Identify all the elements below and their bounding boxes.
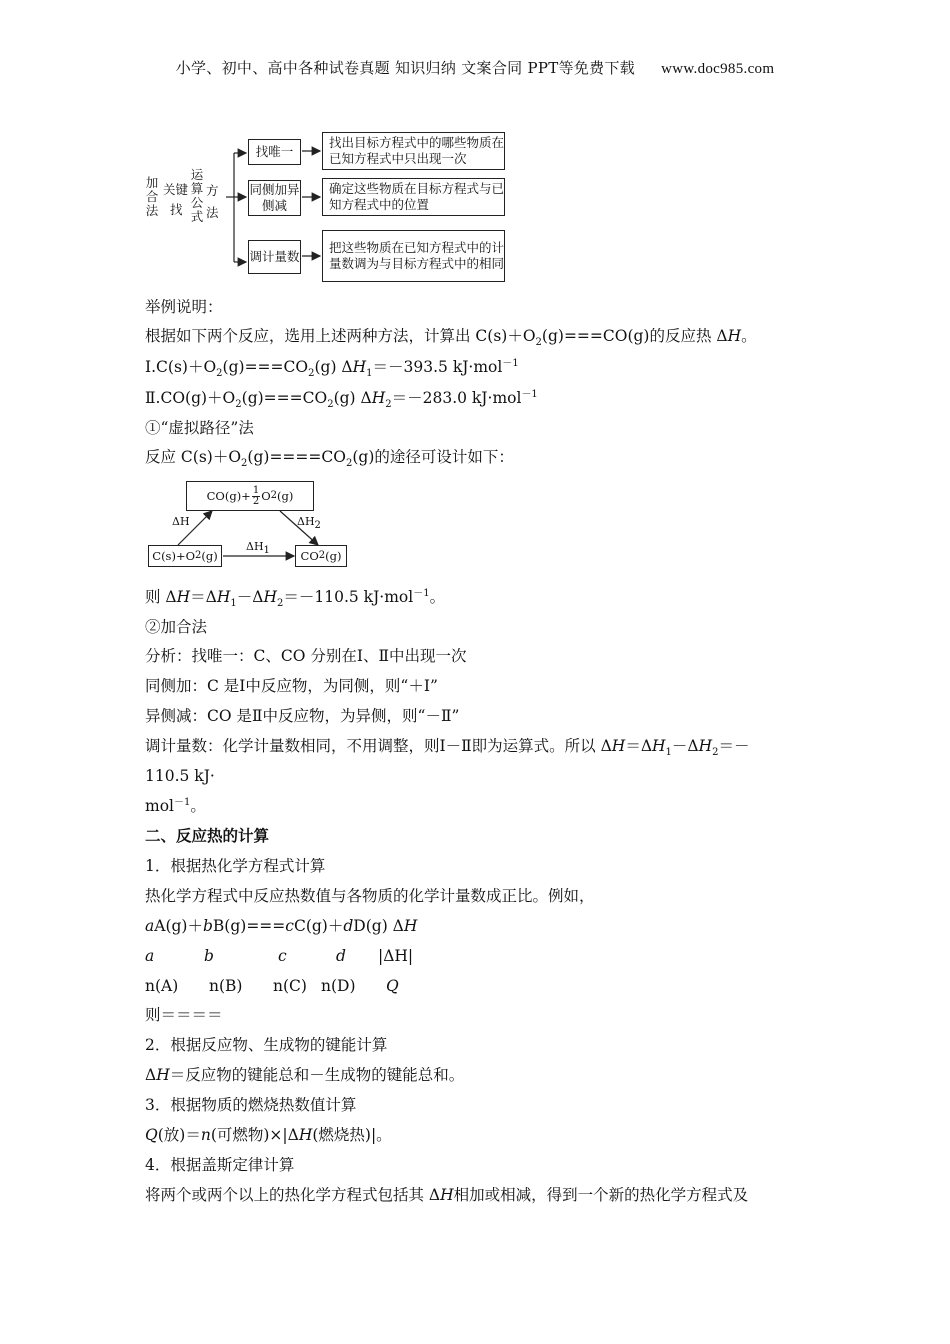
mole-d: n(D) [321, 977, 356, 995]
method-2-title: ②加合法 [145, 618, 208, 636]
flow-key-label: 关键 [163, 182, 189, 197]
flow-method-word: 方 法 [206, 183, 221, 220]
path-label-dh: ΔH [172, 515, 190, 528]
step-desc-find-unique: 找出目标方程式中的哪些物质在已知方程式中只出现一次 [322, 132, 505, 170]
reaction-2: $Ⅱ.CO(g)+O_2(g)===CO_2(g)$ $\Delta H_2=-283.0$ kJ·mol$^{-1}$ [145, 388, 538, 411]
path-diagram-arrows [0, 0, 950, 600]
ratio-line: 则＝＝＝＝ [145, 1006, 223, 1024]
section-2-3-title: 3．根据物质的燃烧热数值计算 [145, 1096, 357, 1114]
section-2-4-desc: 将两个或两个以上的热化学方程式包括其 ΔH相加或相减，得到一个新的热化学方程式及 [145, 1186, 749, 1204]
step-box-same-add: 同侧加异侧减 [248, 180, 301, 216]
method-1-desc: 反应 $C(s)+O_2(g)====CO_2(g)$的途径可设计如下： [145, 448, 514, 470]
section-2-3-desc: Q(放)＝n(可燃物)×|ΔH(燃烧热)|。 [145, 1126, 392, 1144]
header-text: 小学、初中、高中各种试卷真题 知识归纳 文案合同 PPT等免费下载 [175, 59, 636, 77]
section-2-4-title: 4．根据盖斯定律计算 [145, 1156, 295, 1174]
method-2-line-3: 异侧减：CO 是Ⅱ中反应物，为异侧，则“－Ⅱ” [145, 707, 460, 725]
flow-method-label: 加 合 法 [145, 175, 159, 218]
flow-find-label: 找 [170, 202, 183, 217]
section-2-title: 二、反应热的计算 [145, 826, 270, 845]
method-2-line-2: 同侧加：C 是Ⅰ中反应物，为同侧，则“＋Ⅰ” [145, 677, 438, 695]
section-2-2-title: 2．根据反应物、生成物的键能计算 [145, 1036, 388, 1054]
path-right-box: CO 2 (g) [295, 545, 347, 567]
method-2-line-6: mol$^{-1}$。 [145, 796, 206, 815]
mole-c: n(C) [273, 977, 307, 995]
mole-b: n(B) [209, 977, 243, 995]
heat-q: Q [386, 977, 399, 995]
step-desc-adjust: 把这些物质在已知方程式中的计量数调为与目标方程式中的相同 [322, 230, 505, 282]
method-1-result: 则 $\Delta H=\Delta H_1-\Delta H_2=-110.5$ kJ·mol$^{-1}$。 [145, 587, 446, 610]
path-left-box: C(s)+O 2 (g) [148, 545, 222, 567]
path-top-box: CO(g)+ $\frac{1}{2}$ O 2 (g) [186, 481, 314, 511]
coef-c: c [278, 947, 287, 965]
path-label-dh1: $\Delta H_1$ [246, 540, 270, 557]
section-2-1-title: 1．根据热化学方程式计算 [145, 857, 326, 875]
method-1-title: ①“虚拟路径”法 [145, 419, 254, 437]
section-2-2-desc: ΔH＝反应物的键能总和－生成物的键能总和。 [145, 1066, 465, 1084]
flow-formula-label: 运 算 公 式 [190, 167, 204, 224]
step-box-adjust: 调计量数 [248, 240, 301, 274]
header-url[interactable]: www.doc985.com [661, 61, 775, 77]
reaction-1: $Ⅰ.C(s)+O_2(g)===CO_2(g)$ $\Delta H_1=-393.5$ kJ·mol$^{-1}$ [145, 357, 519, 380]
mole-a: n(A) [145, 977, 179, 995]
method-2-line-4: 调计量数：化学计量数相同，不用调整，则Ⅰ－Ⅱ即为运算式。所以 $\Delta H=\Delta H_1-\Delta H_2=-$ [145, 737, 750, 759]
step-desc-same-add: 确定这些物质在目标方程式与已知方程式中的位置 [322, 178, 505, 216]
path-label-dh2: $\Delta H_2$ [297, 515, 321, 532]
coef-a: a [145, 947, 155, 965]
general-equation: aA(g)＋bB(g)===cC(g)＋dD(g) ΔH [145, 917, 418, 935]
section-2-1-desc: 热化学方程式中反应热数值与各物质的化学计量数成正比。例如， [145, 887, 595, 905]
coef-b: b [204, 947, 214, 965]
abs-dh: |ΔH| [378, 947, 414, 965]
example-title: 举例说明： [145, 298, 223, 316]
method-2-line-1: 分析：找唯一：C、CO 分别在Ⅰ、Ⅱ中出现一次 [145, 647, 467, 665]
step-box-find-unique: 找唯一 [248, 139, 301, 165]
method-2-line-5: 110.5 kJ· [145, 767, 215, 785]
coef-d: d [336, 947, 346, 965]
example-intro: 根据如下两个反应，选用上述两种方法，计算出 $C(s)+O_2(g)===CO(g)$的反应热 ΔH。 [145, 327, 757, 349]
